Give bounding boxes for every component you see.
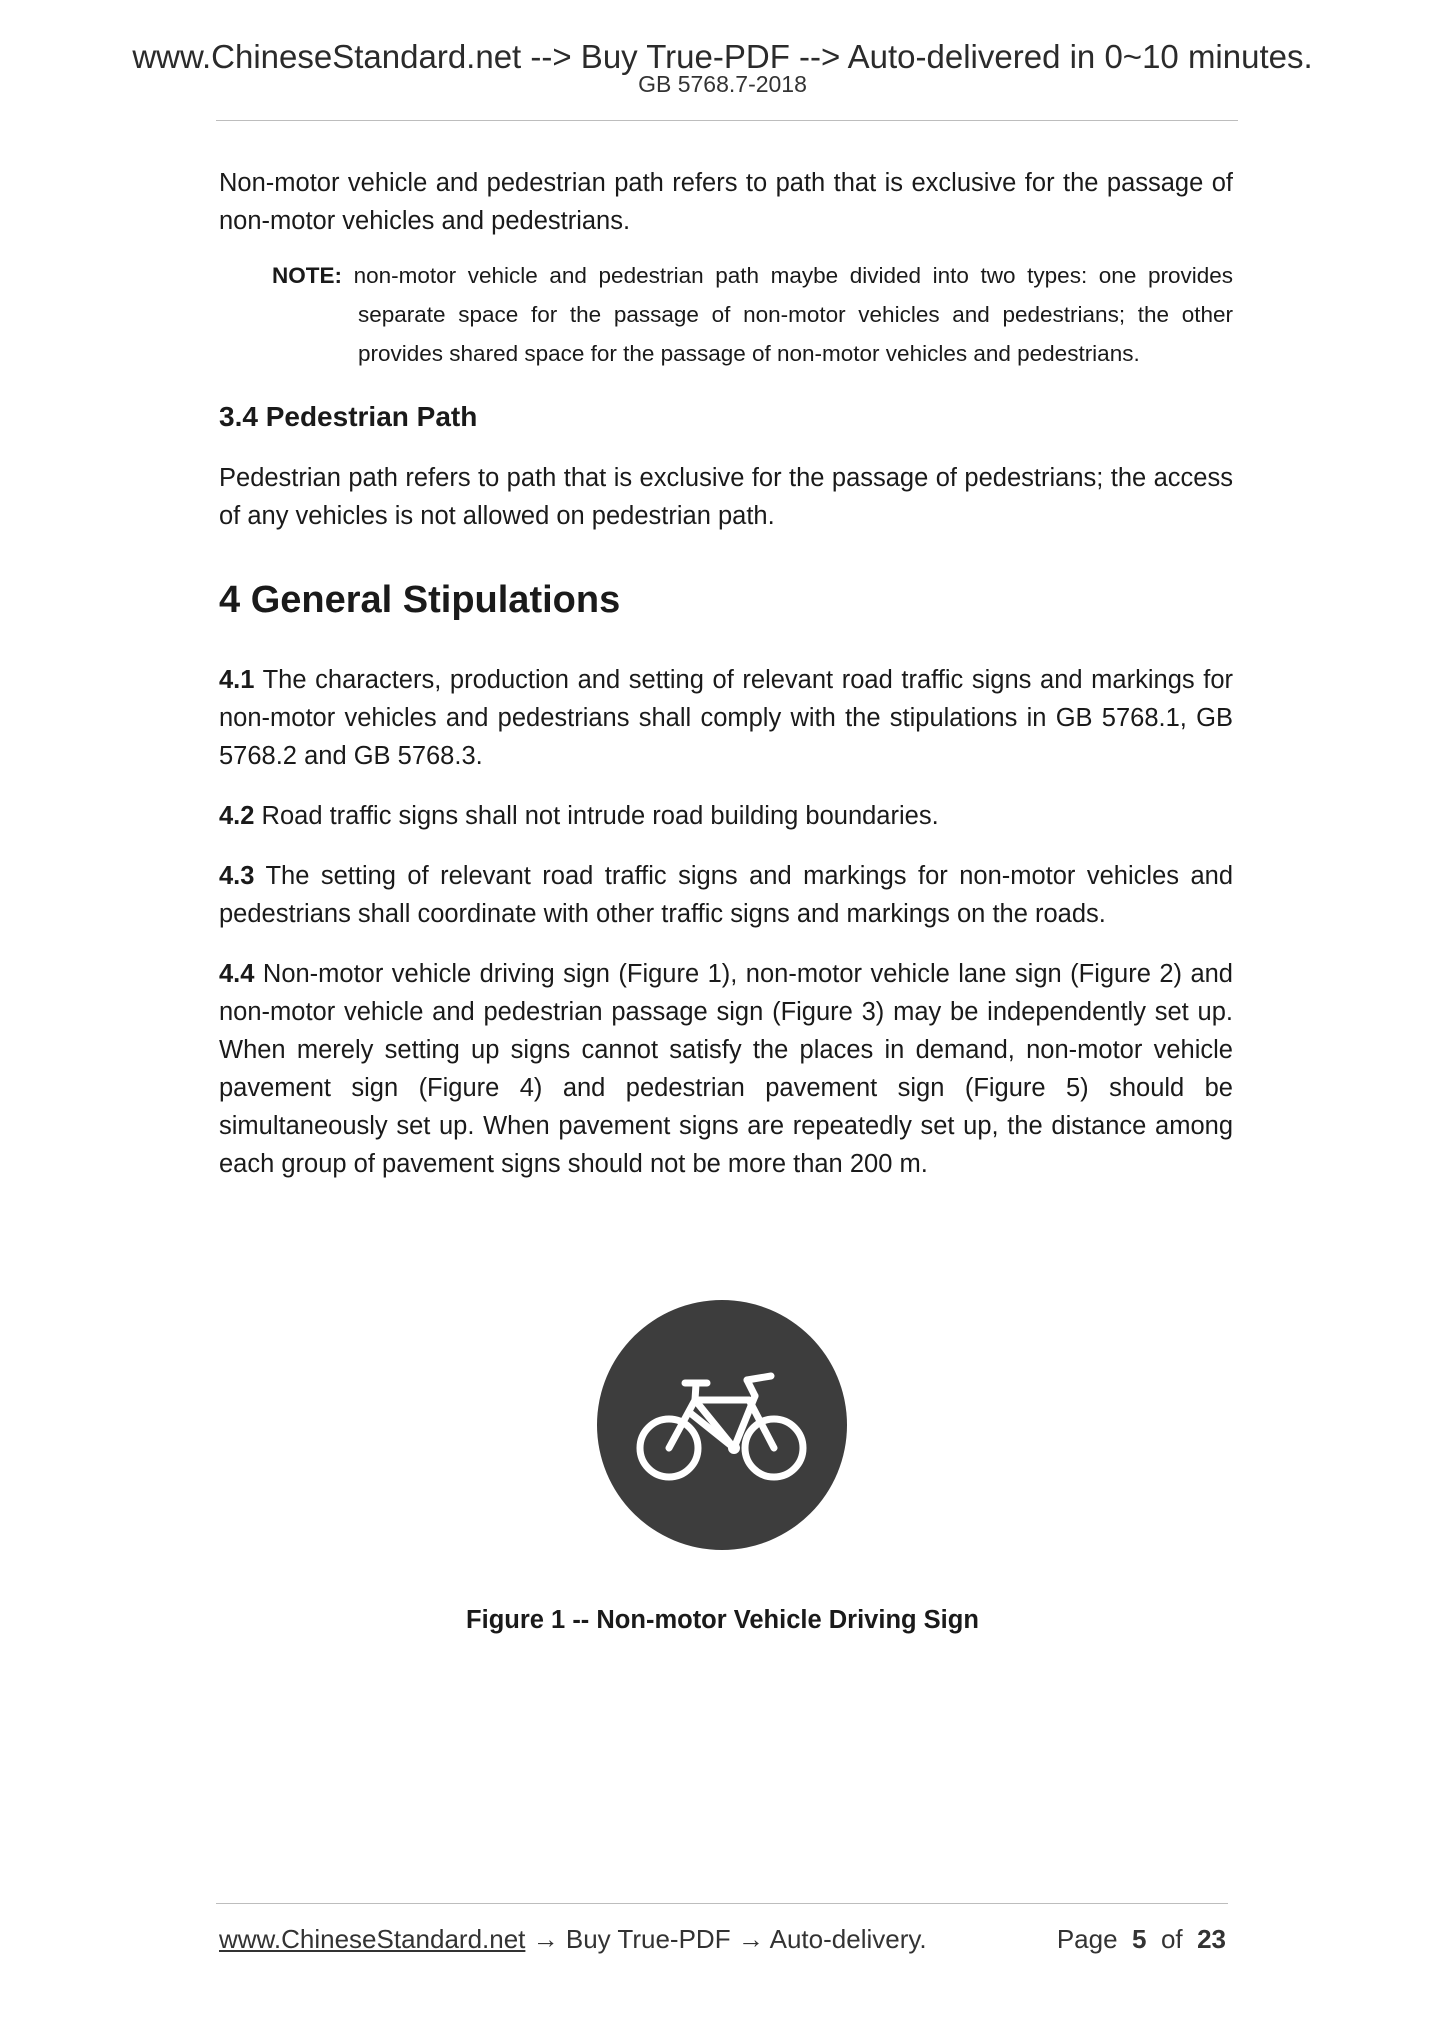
clause-text: The characters, production and setting of relevant road traffic signs and markings for non-motor vehicles and pedestrians shall comply with the stipulations in GB 5768.1, GB 5768.2 and GB 5768.3. [219, 666, 1233, 770]
page-indicator [1057, 1922, 1226, 1956]
footer-delivery: Auto-delivery. [769, 1924, 927, 1954]
note-label: NOTE: [272, 263, 342, 288]
paragraph-definition-non-motor-path: Non-motor vehicle and pedestrian path refers to path that is exclusive for the passage of non-motor vehicles and pedestrians. [219, 169, 1233, 235]
clause-number: 4.4 [219, 960, 255, 988]
arrow-right-icon: → [532, 1924, 559, 1954]
figure-caption: Figure 1 -- Non-motor Vehicle Driving Sign [466, 1606, 979, 1634]
header-divider [216, 120, 1238, 121]
page-current: 5 [1132, 1924, 1147, 1954]
header-banner: www.ChineseStandard.net --> Buy True-PDF --> Auto-delivered in 0~10 minutes. [132, 38, 1313, 75]
clause-number: 4.3 [219, 862, 255, 890]
footer-buy: Buy True-PDF [565, 1924, 731, 1954]
clause-4-2 [219, 797, 1233, 835]
clause-4-4 [219, 955, 1233, 1183]
footer-left [219, 1922, 927, 1956]
clause-4-3 [219, 857, 1233, 933]
clause-number: 4.1 [219, 666, 255, 694]
note-text: non-motor vehicle and pedestrian path maybe divided into two types: one provides separate space for the passage of non-motor vehicles and pedestrians; the other provides shared space for the passage of non-motor vehicles and pedestrians. [353, 263, 1233, 366]
clause-text: The setting of relevant road traffic signs and markings for non-motor vehicles and pedestrians shall coordinate with other traffic signs and markings on the roads. [219, 862, 1233, 928]
clause-4-1 [219, 661, 1233, 775]
of-word: of [1160, 1924, 1183, 1954]
section-heading-4: 4 General Stipulations [219, 579, 621, 621]
arrow-right-icon: → [737, 1924, 764, 1954]
footer-divider [216, 1903, 1228, 1904]
bicycle-icon [597, 1300, 847, 1550]
page-word: Page [1056, 1924, 1118, 1954]
page-total: 23 [1197, 1924, 1226, 1954]
page-content [219, 164, 1233, 1183]
clause-number: 4.2 [219, 802, 255, 830]
figure-1-sign [597, 1300, 847, 1550]
footer-link[interactable]: www.ChineseStandard.net [219, 1924, 526, 1954]
section-heading-3-4: 3.4 Pedestrian Path [219, 401, 478, 432]
paragraph-pedestrian-path: Pedestrian path refers to path that is exclusive for the passage of pedestrians; the access of any vehicles is not allowed on pedestrian path. [219, 464, 1233, 530]
document-number: GB 5768.7-2018 [638, 71, 807, 97]
note [272, 256, 1233, 373]
clause-text: Road traffic signs shall not intrude road building boundaries. [261, 802, 939, 830]
clause-text: Non-motor vehicle driving sign (Figure 1), non-motor vehicle lane sign (Figure 2) and non-motor vehicle and pedestrian passage sign (Figure 3) may be independently set up. When merely setting up signs cannot satisfy the places in demand, non-motor vehicle pavement sign (Figure 4) and pedestrian pavement sign (Figure 5) should be simultaneously set up. When pavement signs are repeatedly set up, the distance among each group of pavement signs should not be more than 200 m. [219, 960, 1233, 1178]
